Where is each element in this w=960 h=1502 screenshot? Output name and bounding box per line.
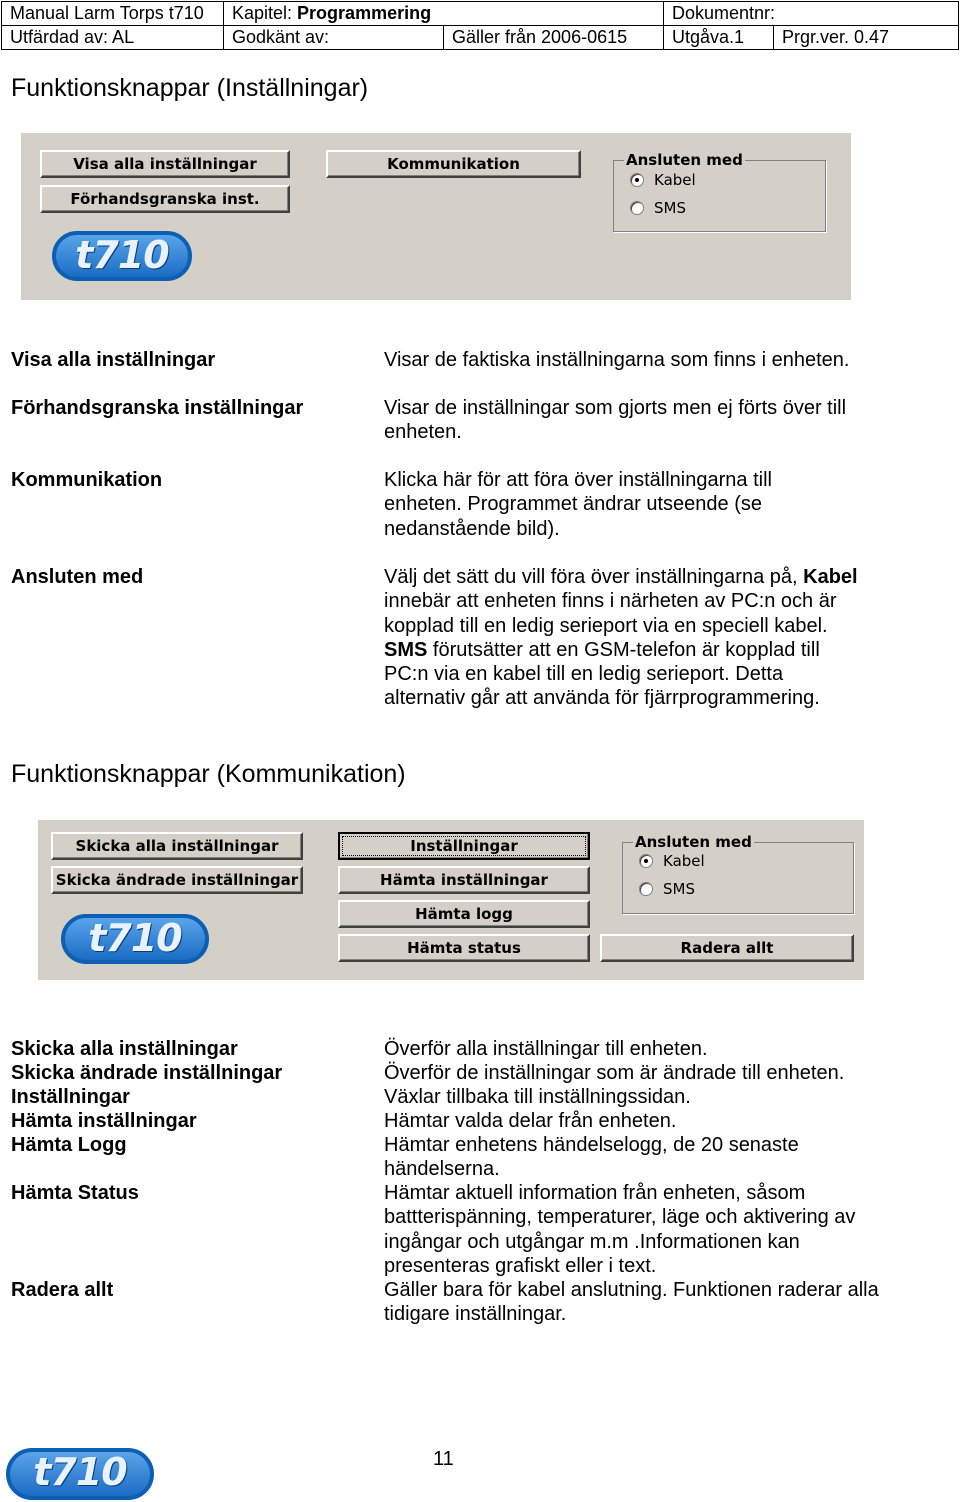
desc-communication: Klicka här för att föra över inställningarna till enheten. Programmet ändrar utseende (se nedanstående bild). (384, 469, 772, 540)
document-header (1, 1, 959, 50)
radio-selected-icon (630, 173, 644, 187)
term-delete-all: Radera allt (11, 1279, 114, 1301)
radio-sms[interactable]: SMS (630, 199, 686, 217)
send-all-settings-button[interactable]: Skicka alla inställningar (51, 832, 303, 860)
communication-screenshot (38, 820, 864, 980)
section-title-communication: Funktionsknappar (Kommunikation) (11, 760, 406, 788)
desc-fetch-log: Hämtar enhetens händelselogg, de 20 senaste händelserna. (384, 1134, 799, 1181)
t710-logo: t710 (61, 914, 209, 964)
show-all-settings-button[interactable]: Visa alla inställningar (40, 150, 290, 178)
radio-selected-icon (639, 854, 653, 868)
program-version: Prgr.ver. 0.47 (774, 26, 959, 50)
settings-screenshot (21, 133, 851, 300)
radio-icon (639, 882, 653, 896)
desc-preview: Visar de inställningar som gjorts men ej förts över till enheten. (384, 397, 847, 444)
desc-settings: Växlar tillbaka till inställningssidan. (384, 1086, 691, 1108)
group-label: Ansluten med (626, 151, 743, 169)
communication-button[interactable]: Kommunikation (326, 150, 581, 178)
page-number: 11 (433, 1448, 454, 1470)
send-changed-settings-button[interactable]: Skicka ändrade inställningar (51, 866, 303, 894)
issued-by: Utfärdad av: AL (2, 26, 224, 50)
footer-t710-logo: t710 (6, 1448, 154, 1500)
radio-cable[interactable]: Kabel (630, 171, 696, 189)
term-send-changed: Skicka ändrade inställningar (11, 1062, 283, 1084)
manual-title: Manual Larm Torps t710 (2, 2, 224, 26)
desc-delete-all: Gäller bara för kabel anslutning. Funktionen raderar alla tidigare inställningar. (384, 1279, 879, 1326)
fetch-settings-button[interactable]: Hämta inställningar (338, 866, 590, 894)
term-fetch-settings: Hämta inställningar (11, 1110, 197, 1132)
chapter: Kapitel: Programmering (224, 2, 664, 26)
term-preview: Förhandsgranska inställningar (11, 397, 304, 419)
fetch-status-button[interactable]: Hämta status (338, 934, 590, 962)
term-communication: Kommunikation (11, 469, 163, 491)
edition: Utgåva.1 (664, 26, 774, 50)
desc-connected-with: Välj det sätt du vill föra över inställningarna på, Kabel innebär att enheten finns i närheten av PC:n och är kopplad till en ledig serieport via en speciell kabel. SMS förutsätter att en GSM-telefon är kopplad till PC:n via en kabel till en ledig serieport. Detta alternativ går att använda för fjärrprogrammering. (384, 566, 858, 710)
term-send-all: Skicka alla inställningar (11, 1038, 238, 1060)
group-label: Ansluten med (635, 833, 752, 851)
settings-button[interactable]: Inställningar (338, 832, 590, 860)
term-connected-with: Ansluten med (11, 566, 144, 588)
t710-logo: t710 (52, 231, 192, 281)
term-settings: Inställningar (11, 1086, 130, 1108)
term-fetch-log: Hämta Logg (11, 1134, 127, 1156)
radio-cable[interactable]: Kabel (639, 852, 705, 870)
radio-sms[interactable]: SMS (639, 880, 695, 898)
desc-fetch-status: Hämtar aktuell information från enheten, såsom battterispänning, temperaturer, läge och aktivering av ingångar och utgångar m.m .Informationen kan presenteras grafiskt eller i text. (384, 1182, 856, 1277)
preview-settings-button[interactable]: Förhandsgranska inst. (40, 185, 290, 213)
section-title-settings: Funktionsknappar (Inställningar) (11, 74, 369, 102)
fetch-log-button[interactable]: Hämta logg (338, 900, 590, 928)
connected-with-group (622, 833, 854, 914)
term-show-all: Visa alla inställningar (11, 349, 216, 371)
desc-send-changed: Överför de inställningar som är ändrade till enheten. (384, 1062, 845, 1084)
connected-with-group (613, 151, 826, 232)
document-number: Dokumentnr: (664, 2, 959, 26)
term-fetch-status: Hämta Status (11, 1182, 139, 1204)
desc-show-all: Visar de faktiska inställningarna som finns i enheten. (384, 349, 850, 371)
radio-icon (630, 201, 644, 215)
delete-all-button[interactable]: Radera allt (600, 934, 854, 962)
desc-fetch-settings: Hämtar valda delar från enheten. (384, 1110, 677, 1132)
valid-from: Gäller från 2006-0615 (444, 26, 664, 50)
desc-send-all: Överför alla inställningar till enheten. (384, 1038, 708, 1060)
approved-by: Godkänt av: (224, 26, 444, 50)
